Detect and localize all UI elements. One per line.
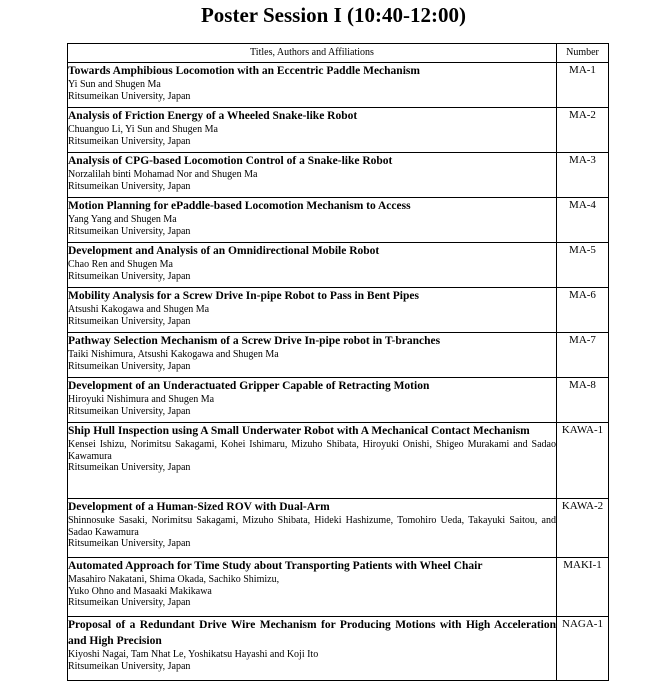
paper-entry [68, 288, 557, 333]
paper-number: MA-5 [557, 243, 609, 288]
paper-authors: Yi Sun and Shugen Ma [68, 79, 161, 90]
paper-affiliation: Ritsumeikan University, Japan [68, 270, 191, 282]
paper-entry [68, 198, 557, 243]
paper-entry [68, 108, 557, 153]
paper-authors: Norzalilah binti Mohamad Nor and Shugen Ma [68, 169, 258, 180]
paper-authors: Shinnosuke Sasaki, Norimitsu Sakagami, Mizuho Shibata, Hideki Hashizume, Tomohiro Ueda, Takayuki Saitou, and Sadao Kawamura [68, 515, 556, 538]
paper-number: NAGA-1 [557, 617, 609, 681]
paper-entry [68, 333, 557, 378]
paper-authors: Hiroyuki Nishimura and Shugen Ma [68, 394, 215, 405]
paper-authors: Masahiro Nakatani, Shima Okada, Sachiko Shimizu, [68, 574, 280, 585]
paper-affiliation: Ritsumeikan University, Japan [68, 660, 191, 672]
paper-entry [68, 63, 557, 108]
table-row [68, 558, 609, 617]
paper-entry [68, 243, 557, 288]
paper-title: Development of an Underactuated Gripper Capable of Retracting Motion [68, 380, 430, 392]
paper-entry [68, 558, 557, 617]
paper-number: MA-4 [557, 198, 609, 243]
paper-authors: Atsushi Kakogawa and Shugen Ma [68, 304, 210, 315]
paper-number: MA-7 [557, 333, 609, 378]
paper-number: MA-8 [557, 378, 609, 423]
paper-affiliation: Ritsumeikan University, Japan [68, 597, 191, 608]
paper-authors: Chuanguo Li, Yi Sun and Shugen Ma [68, 124, 218, 135]
paper-affiliation: Ritsumeikan University, Japan [68, 315, 191, 327]
paper-authors: Yang Yang and Shugen Ma [68, 214, 177, 225]
page-title: Poster Session I (10:40-12:00) [200, 3, 466, 27]
table-row [68, 333, 609, 378]
paper-affiliation: Ritsumeikan University, Japan [68, 90, 191, 102]
paper-authors: Chao Ren and Shugen Ma [68, 259, 173, 270]
paper-number: MA-2 [557, 108, 609, 153]
paper-title: Proposal of a Redundant Drive Wire Mechanism for Producing Motions with High Acceleration and High Precision [68, 619, 556, 647]
table-row [68, 499, 609, 558]
paper-affiliation: Ritsumeikan University, Japan [68, 135, 191, 147]
paper-affiliation: Ritsumeikan University, Japan [68, 360, 191, 372]
paper-authors: Kiyoshi Nagai, Tam Nhat Le, Yoshikatsu Hayashi and Koji Ito [68, 649, 319, 660]
paper-title: Automated Approach for Time Study about Transporting Patients with Wheel Chair [68, 560, 483, 572]
paper-affiliation: Ritsumeikan University, Japan [68, 462, 191, 473]
paper-affiliation: Ritsumeikan University, Japan [68, 405, 191, 417]
paper-authors: Taiki Nishimura, Atsushi Kakogawa and Shugen Ma [68, 349, 279, 360]
paper-affiliation: Ritsumeikan University, Japan [68, 538, 191, 549]
paper-entry [68, 499, 557, 558]
titles-column-header: Titles, Authors and Affiliations [68, 44, 557, 63]
paper-title: Towards Amphibious Locomotion with an Eccentric Paddle Mechanism [68, 65, 420, 77]
table-row [68, 243, 609, 288]
table-row [68, 617, 609, 681]
table-row [68, 378, 609, 423]
paper-number: MA-6 [557, 288, 609, 333]
paper-entry [68, 423, 557, 499]
paper-authors: Kensei Ishizu, Norimitsu Sakagami, Kohei Ishimaru, Mizuho Shibata, Hiroyuki Onishi, Shigeo Murakami and Sadao Kawamura [68, 439, 556, 462]
table-header-row [68, 44, 609, 63]
paper-title: Analysis of CPG-based Locomotion Control of a Snake-like Robot [68, 155, 393, 167]
paper-number: MA-1 [557, 63, 609, 108]
table-row [68, 153, 609, 198]
paper-number: KAWA-2 [557, 499, 609, 558]
table-row [68, 63, 609, 108]
paper-title: Motion Planning for ePaddle-based Locomotion Mechanism to Access [68, 200, 411, 212]
poster-session-table [67, 43, 609, 681]
paper-number: MAKI-1 [557, 558, 609, 617]
paper-title: Analysis of Friction Energy of a Wheeled Snake-like Robot [68, 110, 358, 122]
paper-entry [68, 378, 557, 423]
paper-title: Development of a Human-Sized ROV with Dual-Arm [68, 501, 330, 513]
number-column-header: Number [557, 44, 609, 63]
paper-title: Mobility Analysis for a Screw Drive In-pipe Robot to Pass in Bent Pipes [68, 290, 419, 302]
table-row [68, 108, 609, 153]
paper-title: Development and Analysis of an Omnidirectional Mobile Robot [68, 245, 380, 257]
paper-affiliation: Ritsumeikan University, Japan [68, 180, 191, 192]
paper-entry [68, 153, 557, 198]
paper-number: KAWA-1 [557, 423, 609, 499]
paper-affiliation: Ritsumeikan University, Japan [68, 225, 191, 237]
table-row [68, 198, 609, 243]
paper-number: MA-3 [557, 153, 609, 198]
table-row [68, 423, 609, 499]
paper-authors-continued: Yuko Ohno and Masaaki Makikawa [68, 585, 212, 597]
table-row [68, 288, 609, 333]
paper-title: Pathway Selection Mechanism of a Screw Drive In-pipe robot in T-branches [68, 335, 441, 347]
paper-entry [68, 617, 557, 681]
paper-title: Ship Hull Inspection using A Small Underwater Robot with A Mechanical Contact Mechanism [68, 425, 530, 437]
